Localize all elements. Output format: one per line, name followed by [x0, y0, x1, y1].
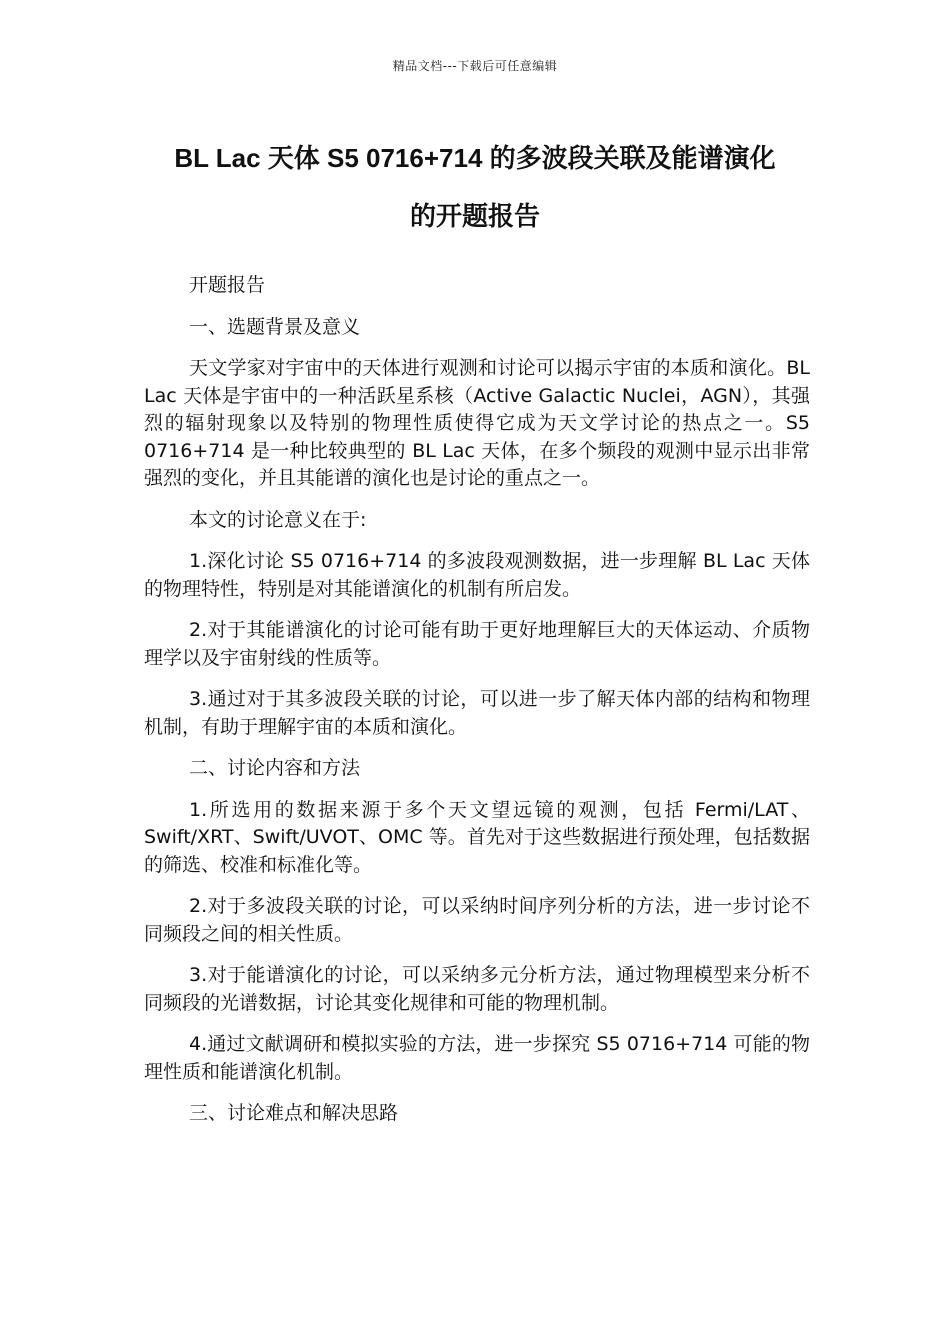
list-item-method-2: 2.对于多波段关联的讨论，可以采纳时间序列分析的方法，进一步讨论不同频段之间的相关性质。	[144, 895, 810, 945]
list-item-method-1: 1.所选用的数据来源于多个天文望远镜的观测，包括 Fermi/LAT、Swift/XRT、Swift/UVOT、OMC 等。首先对于这些数据进行预处理，包括数据的筛选、校准和标准化等。	[144, 798, 810, 876]
list-item-significance-2: 2.对于其能谱演化的讨论可能有助于更好地理解巨大的天体运动、介质物理学以及宇宙射线的性质等。	[144, 619, 810, 669]
list-item-significance-3: 3.通过对于其多波段关联的讨论，可以进一步了解天体内部的结构和物理机制，有助于理解宇宙的本质和演化。	[144, 688, 810, 738]
document-title-line-2: 的开题报告	[409, 201, 540, 231]
section-label-report: 开题报告	[189, 274, 266, 296]
list-item-method-3: 3.对于能谱演化的讨论，可以采纳多元分析方法，通过物理模型来分析不同频段的光谱数据，讨论其变化规律和可能的物理机制。	[144, 964, 810, 1014]
list-item-significance-1: 1.深化讨论 S5 0716+714 的多波段观测数据，进一步理解 BL Lac 天体的物理特性，特别是对其能谱演化的机制有所启发。	[144, 550, 810, 600]
header-note: 精品文档---下载后可任意编辑	[392, 59, 558, 73]
section-heading-difficulties: 三、讨论难点和解决思路	[189, 1102, 399, 1124]
paragraph-background: 天文学家对宇宙中的天体进行观测和讨论可以揭示宇宙的本质和演化。BL Lac 天体是宇宙中的一种活跃星系核（Active Galactic Nuclei，AGN），其强烈的辐射现象以及特别的物理性质使得它成为天文学讨论的热点之一。S5 0716+714 是一种比较典型的 BL Lac 天体，在多个频段的观测中显示出非常强烈的变化，并且其能谱的演化也是讨论的重点之一。	[144, 357, 810, 489]
section-heading-background: 一、选题背景及意义	[189, 315, 361, 338]
document-body	[144, 272, 810, 1142]
paragraph-significance-intro: 本文的讨论意义在于:	[189, 508, 367, 531]
document-title-line-1: BL Lac 天体 S5 0716+714 的多波段关联及能谱演化	[174, 143, 776, 173]
list-item-method-4: 4.通过文献调研和模拟实验的方法，进一步探究 S5 0716+714 可能的物理性质和能谱演化机制。	[144, 1033, 810, 1083]
section-heading-methods: 二、讨论内容和方法	[189, 757, 361, 779]
